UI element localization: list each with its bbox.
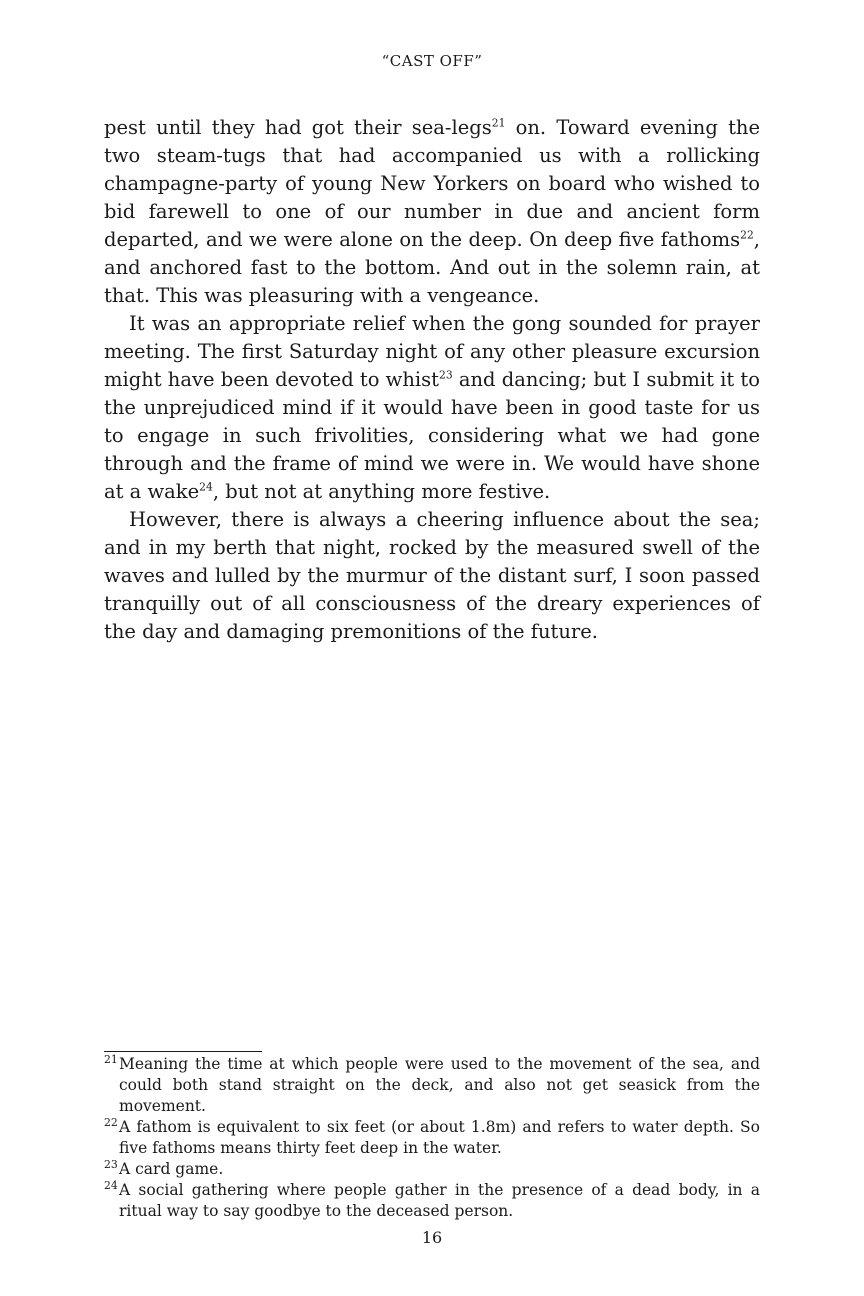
paragraph-2	[104, 310, 760, 506]
footnote-text: A social gathering where people gather in the presence of a dead body, in a ritual way to say goodbye to the deceased person.	[119, 1181, 760, 1220]
footnote-24: 24A social gathering where people gather in the presence of a dead body, in a ritual way to say goodbye to the deceased person.	[104, 1178, 760, 1220]
footnote-21: 21Meaning the time at which people were used to the movement of the sea, and could both stand straight on the deck, and also not get seasick from the movement.	[104, 1052, 760, 1115]
paragraph-3: However, there is always a cheering influence about the sea; and in my berth that night, rocked by the measured swell of the waves and lulled by the murmur of the distant surf, I soon passed tranquilly out of all consciousness of the dreary experiences of the day and damaging premonitions of the future.	[104, 508, 760, 643]
footnote-text: A card game.	[119, 1160, 224, 1178]
footnote-text: Meaning the time at which people were used to the movement of the sea, and could both stand straight on the deck, and also not get seasick from the movement.	[119, 1055, 760, 1115]
footnote-ref-23[interactable]: 23	[439, 368, 453, 382]
footnote-text: A fathom is equivalent to six feet (or about 1.8m) and refers to water depth. So five fathoms means thirty feet deep in the water.	[119, 1118, 760, 1157]
paragraph-1	[104, 114, 760, 310]
footnote-ref-21[interactable]: 21	[491, 116, 506, 130]
body-text	[104, 114, 760, 646]
running-head: “CAST OFF”	[381, 52, 483, 70]
footnote-ref-22[interactable]: 22	[740, 228, 754, 242]
paragraph-1-text-c: , and anchored fast to the bottom. And out in the solemn rain, at that. This was pleasuring with a vengeance.	[104, 228, 760, 307]
paragraph-2-text-b: and dancing; but I submit it to the unprejudiced mind if it would have been in good taste for us to engage in such frivolities, considering what we had gone through and the frame of mind we were in. We would have shone at a wake	[104, 368, 760, 503]
footnote-23: 23A card game.	[104, 1157, 224, 1178]
footnote-22: 22A fathom is equivalent to six feet (or about 1.8m) and refers to water depth. So five fathoms means thirty feet deep in the water.	[104, 1115, 760, 1157]
page-number: 16	[421, 1228, 443, 1247]
footnote-ref-24[interactable]: 24	[199, 480, 213, 494]
paragraph-1-text-a: pest until they had got their sea-legs	[104, 116, 492, 139]
paragraph-1-text-b: on. Toward evening the two steam-tugs that had accompanied us with a rollicking champagne-party of young New Yorkers on board who wished to bid farewell to one of our number in due and ancient form departed, and we were alone on the deep. On deep five fathoms	[104, 116, 760, 251]
paragraph-2-text-a: It was an appropriate relief when the gong sounded for prayer meeting. The first Saturday night of any other pleasure excursion might have been devoted to whist	[104, 312, 760, 391]
footnote-divider	[104, 1051, 262, 1052]
paragraph-2-text-c: , but not at anything more festive.	[212, 480, 551, 503]
footnotes	[104, 1054, 760, 1222]
